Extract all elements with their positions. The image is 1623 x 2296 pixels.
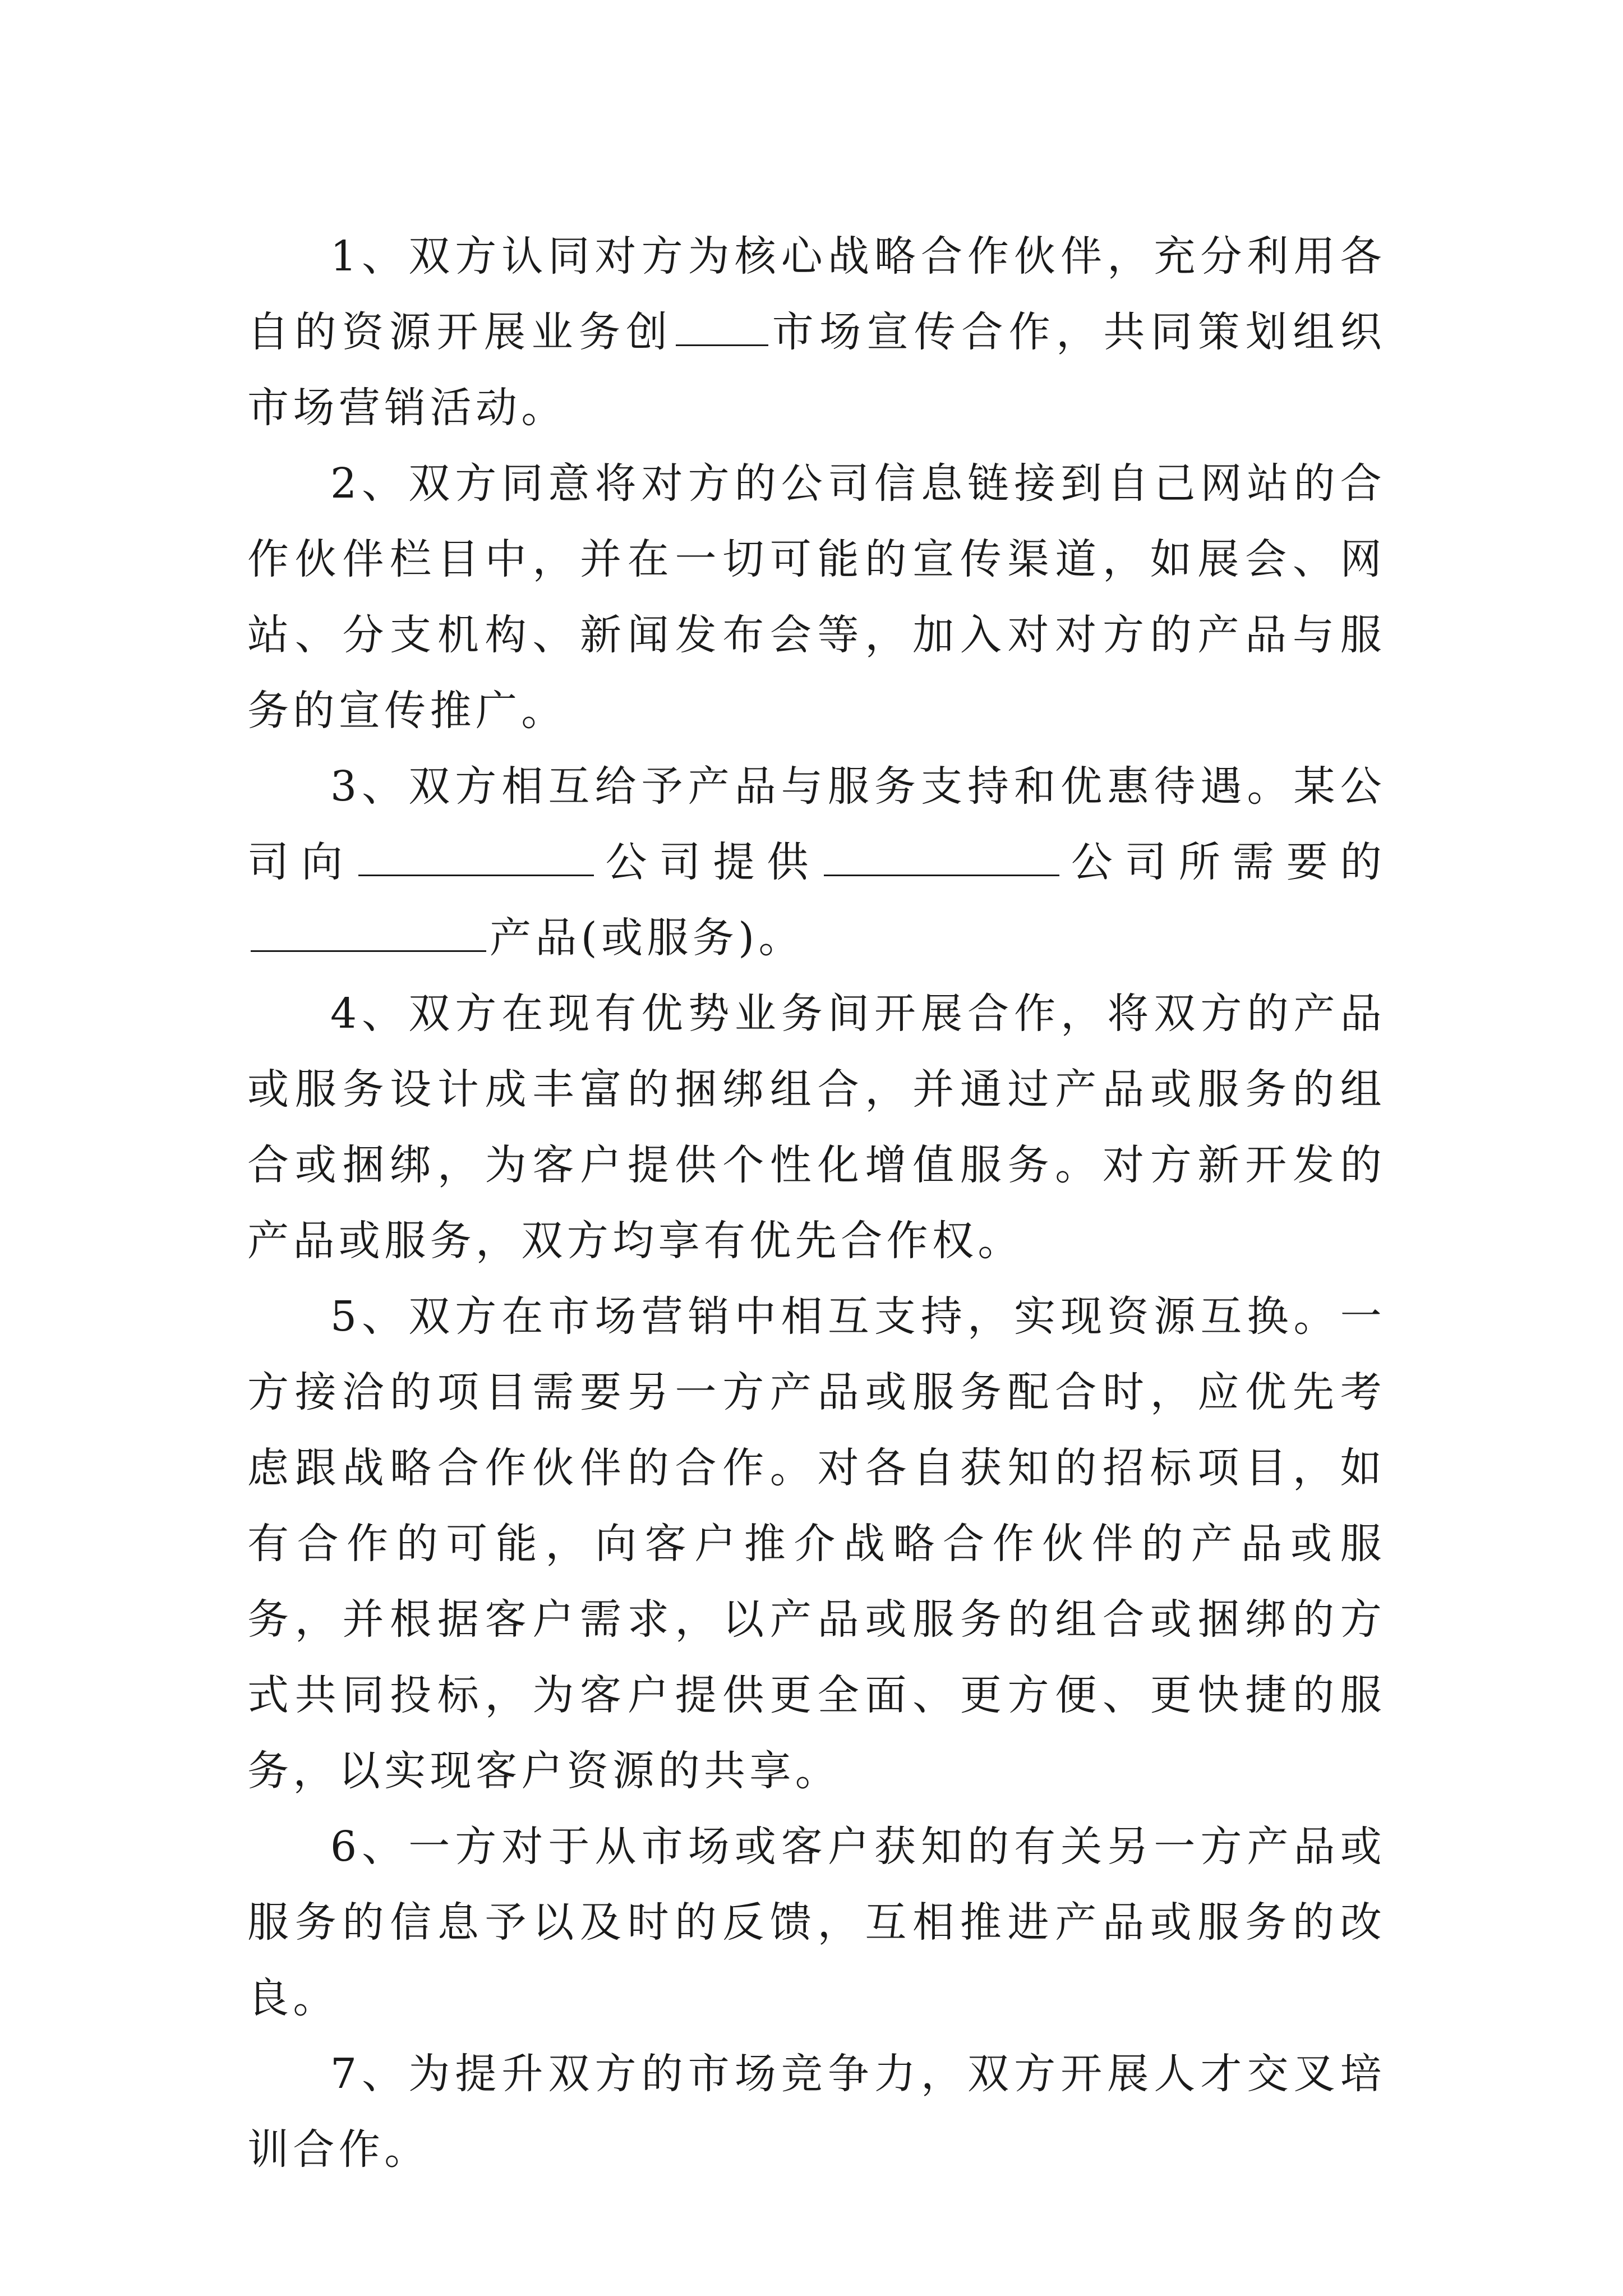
- clause-1-text-a: 1、双方认同对方为核心战略合作伙伴，充分利用各自的资源开展业务创: [247, 232, 1386, 356]
- clause-4: 4、双方在现有优势业务间开展合作，将双方的产品或服务设计成丰富的捆绑组合，并通过产品或服务的组合或捆绑，为客户提供个性化增值服务。对方新开发的产品或服务，双方均享有优先合作权。: [247, 990, 1386, 1265]
- fill-in-blank: [358, 841, 594, 876]
- clause-3-text-a: 3、双方相互给予产品与服务支持和优惠待遇。某公司向: [247, 762, 1386, 886]
- clause-3-text-d: 产品(或服务)。: [490, 914, 804, 962]
- clause-3: [247, 749, 1386, 976]
- clause-3-text-b: 公司提供: [597, 838, 821, 886]
- fill-in-blank: [824, 841, 1059, 876]
- clause-2: 2、双方同意将对方的公司信息链接到自己网站的合作伙伴栏目中，并在一切可能的宣传渠道，如展会、网站、分支机构、新闻发布会等，加入对对方的产品与服务的宣传推广。: [247, 459, 1386, 735]
- clause-1: [247, 219, 1386, 446]
- document-body: [247, 219, 1386, 2188]
- clause-5: 5、双方在市场营销中相互支持，实现资源互换。一方接洽的项目需要另一方产品或服务配合时，应优先考虑跟战略合作伙伴的合作。对各自获知的招标项目，如有合作的可能，向客户推介战略合作伙伴的产品或服务，并根据客户需求，以产品或服务的组合或捆绑的方式共同投标，为客户提供更全面、更方便、更快捷的服务，以实现客户资源的共享。: [247, 1292, 1386, 1795]
- clause-3-text-c: 公司所需要的: [1063, 838, 1386, 886]
- clause-6: 6、一方对于从市场或客户获知的有关另一方产品或服务的信息予以及时的反馈，互相推进产品或服务的改良。: [247, 1823, 1386, 2022]
- fill-in-blank: [676, 311, 768, 346]
- clause-7: 7、为提升双方的市场竞争力，双方开展人才交叉培训合作。: [247, 2050, 1386, 2174]
- fill-in-blank: [251, 917, 486, 952]
- clause-1-text-b: 市场宣传合作，共同策划组织市场营销活动。: [247, 308, 1386, 432]
